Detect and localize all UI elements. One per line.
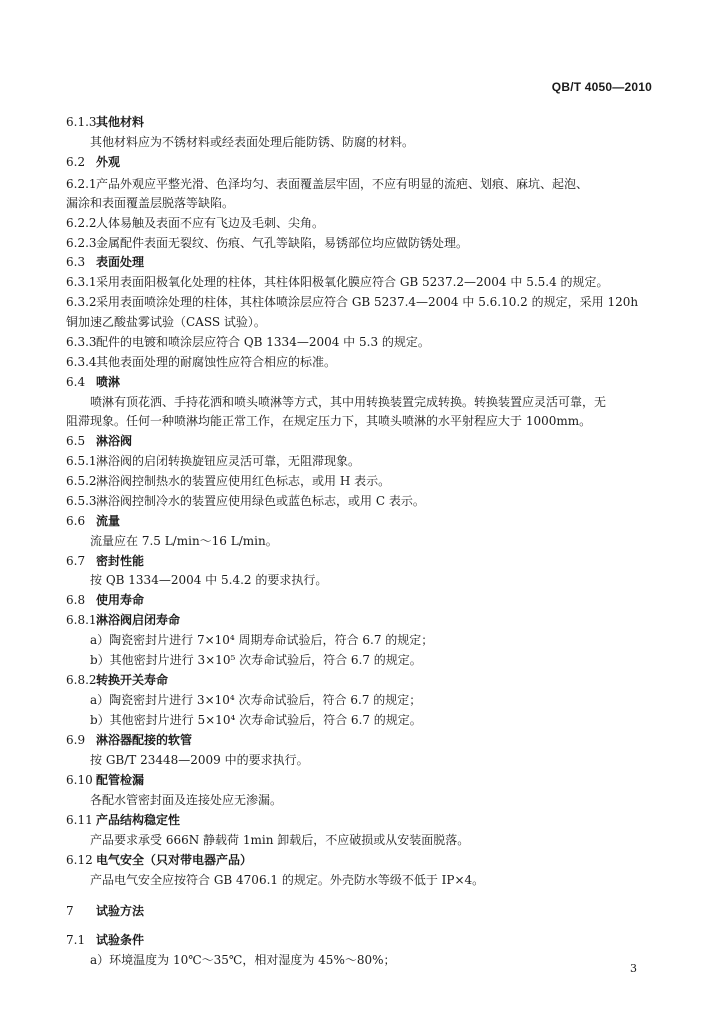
clause-number: 6.2.1 bbox=[66, 177, 97, 191]
list-item bbox=[66, 712, 651, 728]
clause-title: 配管检漏 bbox=[96, 773, 145, 787]
clause-title: 产品结构稳定性 bbox=[96, 813, 181, 827]
page-number: 3 bbox=[630, 962, 637, 975]
clause-line bbox=[66, 334, 651, 350]
clause-text: 铜加速乙酸盐雾试验（CASS 试验）。 bbox=[66, 315, 266, 329]
clause-number: 6.6 bbox=[66, 514, 86, 528]
clause-number: 6.3 bbox=[66, 255, 86, 269]
clause-text: 人体易触及表面不应有飞边及毛刺、尖角。 bbox=[96, 216, 325, 230]
clause-heading bbox=[66, 852, 651, 868]
clause-number: 6.3.3 bbox=[66, 335, 97, 349]
clause-number: 6.1.3 bbox=[66, 115, 97, 129]
list-item-text: a）陶瓷密封片进行 3×10⁴ 次寿命试验后，符合 6.7 的规定； bbox=[90, 693, 422, 707]
clause-title: 喷淋 bbox=[96, 375, 121, 389]
clause-heading bbox=[66, 612, 651, 628]
clause-text: 淋浴阀控制冷水的装置应使用绿色或蓝色标志，或用 C 表示。 bbox=[96, 494, 425, 508]
clause-line bbox=[66, 215, 651, 231]
clause-number: 6.5.3 bbox=[66, 494, 97, 508]
clause-continuation bbox=[66, 314, 651, 330]
standard-code: QB/T 4050—2010 bbox=[551, 80, 652, 94]
list-item bbox=[66, 632, 651, 648]
clause-text: 采用表面喷涂处理的柱体，其柱体喷涂层应符合 GB 5237.4—2004 中 5.6.10.2 的规定，采用 120h bbox=[96, 295, 639, 309]
clause-number: 6.3.1 bbox=[66, 275, 97, 289]
clause-number: 6.2 bbox=[66, 155, 86, 169]
paragraph bbox=[66, 752, 651, 768]
list-item-text: b）其他密封片进行 5×10⁴ 次寿命试验后，符合 6.7 的规定。 bbox=[90, 713, 422, 727]
clause-number: 6.3.2 bbox=[66, 295, 97, 309]
clause-heading bbox=[66, 932, 651, 948]
clause-title: 试验条件 bbox=[96, 933, 145, 947]
clause-title: 淋浴器配接的软管 bbox=[96, 733, 193, 747]
clause-line bbox=[66, 354, 651, 370]
paragraph bbox=[66, 832, 651, 848]
clause-title: 电气安全（只对带电器产品） bbox=[96, 853, 253, 867]
paragraph-text: 按 GB/T 23448—2009 中的要求执行。 bbox=[90, 753, 309, 767]
paragraph-text: 产品电气安全应按符合 GB 4706.1 的规定。外壳防水等级不低于 IP×4。 bbox=[90, 873, 485, 887]
clause-number: 6.5.2 bbox=[66, 474, 97, 488]
chapter-heading bbox=[66, 903, 651, 919]
clause-number: 6.7 bbox=[66, 554, 86, 568]
clause-number: 6.9 bbox=[66, 733, 86, 747]
clause-text: 采用表面阳极氧化处理的柱体，其柱体阳极氧化膜应符合 GB 5237.2—2004 中 5.5.4 的规定。 bbox=[96, 275, 609, 289]
clause-number: 6.2.3 bbox=[66, 236, 97, 250]
clause-title: 表面处理 bbox=[96, 255, 145, 269]
clause-line bbox=[66, 493, 651, 509]
clause-heading bbox=[66, 553, 651, 569]
paragraph bbox=[66, 572, 651, 588]
paragraph-text: 喷淋有顶花洒、手持花洒和喷头喷淋等方式，其中用转换装置完成转换。转换装置应灵活可靠，无 bbox=[90, 395, 607, 409]
list-item bbox=[66, 952, 651, 968]
clause-text: 配件的电镀和喷涂层应符合 QB 1334—2004 中 5.3 的规定。 bbox=[96, 335, 430, 349]
clause-text: 产品外观应平整光滑、色泽均匀、表面覆盖层牢固，不应有明显的流疤、划痕、麻坑、起泡、 bbox=[96, 177, 589, 191]
clause-number: 6.8 bbox=[66, 593, 86, 607]
paragraph-text: 各配水管密封面及连接处应无渗漏。 bbox=[90, 793, 283, 807]
clause-line bbox=[66, 294, 651, 310]
clause-text: 金属配件表面无裂纹、伤痕、气孔等缺陷，易锈部位均应做防锈处理。 bbox=[96, 236, 469, 250]
list-item-text: a）陶瓷密封片进行 7×10⁴ 周期寿命试验后，符合 6.7 的规定； bbox=[90, 633, 434, 647]
clause-title: 淋浴阀启闭寿命 bbox=[96, 613, 181, 627]
list-item-text: a）环境温度为 10℃～35℃，相对湿度为 45%～80%； bbox=[90, 953, 396, 967]
clause-heading bbox=[66, 812, 651, 828]
clause-title: 转换开关寿命 bbox=[96, 673, 169, 687]
clause-number: 6.3.4 bbox=[66, 355, 97, 369]
clause-text: 淋浴阀控制热水的装置应使用红色标志，或用 H 表示。 bbox=[96, 474, 391, 488]
paragraph-text: 产品要求承受 666N 静载荷 1min 卸载后，不应破损或从安装面脱落。 bbox=[90, 833, 470, 847]
paragraph-text: 其他材料应为不锈材料或经表面处理后能防锈、防腐的材料。 bbox=[90, 135, 415, 149]
clause-number: 6.11 bbox=[66, 813, 93, 827]
clause-title: 外观 bbox=[96, 155, 121, 169]
clause-number: 6.12 bbox=[66, 853, 93, 867]
clause-number: 6.5 bbox=[66, 434, 86, 448]
clause-line bbox=[66, 473, 651, 489]
clause-heading bbox=[66, 433, 651, 449]
clause-heading bbox=[66, 154, 651, 170]
clause-line bbox=[66, 235, 651, 251]
clause-continuation bbox=[66, 195, 651, 211]
clause-number: 6.5.1 bbox=[66, 454, 97, 468]
clause-title: 使用寿命 bbox=[96, 593, 145, 607]
clause-heading bbox=[66, 114, 651, 130]
clause-heading bbox=[66, 732, 651, 748]
list-item-text: b）其他密封片进行 3×10⁵ 次寿命试验后，符合 6.7 的规定。 bbox=[90, 653, 422, 667]
clause-text: 漏涂和表面覆盖层脱落等缺陷。 bbox=[66, 196, 235, 210]
list-item bbox=[66, 692, 651, 708]
chapter-number: 7 bbox=[66, 904, 74, 918]
clause-number: 6.8.2 bbox=[66, 673, 97, 687]
clause-line bbox=[66, 176, 651, 192]
clause-number: 6.8.1 bbox=[66, 613, 97, 627]
paragraph bbox=[66, 872, 651, 888]
list-item bbox=[66, 652, 651, 668]
paragraph bbox=[66, 134, 651, 150]
paragraph-text: 阻滞现象。任何一种喷淋均能正常工作，在规定压力下，其喷头喷淋的水平射程应大于 1000mm。 bbox=[66, 414, 592, 428]
clause-title: 淋浴阀 bbox=[96, 434, 133, 448]
chapter-title: 试验方法 bbox=[96, 904, 145, 918]
clause-text: 淋浴阀的启闭转换旋钮应灵活可靠，无阻滞现象。 bbox=[96, 454, 361, 468]
clause-title: 密封性能 bbox=[96, 554, 145, 568]
clause-heading bbox=[66, 513, 651, 529]
clause-text: 其他表面处理的耐腐蚀性应符合相应的标准。 bbox=[96, 355, 337, 369]
clause-heading bbox=[66, 672, 651, 688]
paragraph bbox=[66, 394, 651, 410]
clause-line bbox=[66, 274, 651, 290]
clause-number: 6.2.2 bbox=[66, 216, 97, 230]
clause-heading bbox=[66, 254, 651, 270]
paragraph-continuation bbox=[66, 413, 651, 429]
paragraph bbox=[66, 792, 651, 808]
clause-number: 6.4 bbox=[66, 375, 86, 389]
clause-heading bbox=[66, 592, 651, 608]
clause-number: 7.1 bbox=[66, 933, 86, 947]
clause-number: 6.10 bbox=[66, 773, 93, 787]
paragraph-text: 按 QB 1334—2004 中 5.4.2 的要求执行。 bbox=[90, 573, 328, 587]
paragraph-text: 流量应在 7.5 L/min～16 L/min。 bbox=[90, 534, 278, 548]
clause-heading bbox=[66, 772, 651, 788]
paragraph bbox=[66, 533, 651, 549]
clause-line bbox=[66, 453, 651, 469]
clause-title: 其他材料 bbox=[96, 115, 145, 129]
clause-title: 流量 bbox=[96, 514, 121, 528]
clause-heading bbox=[66, 374, 651, 390]
